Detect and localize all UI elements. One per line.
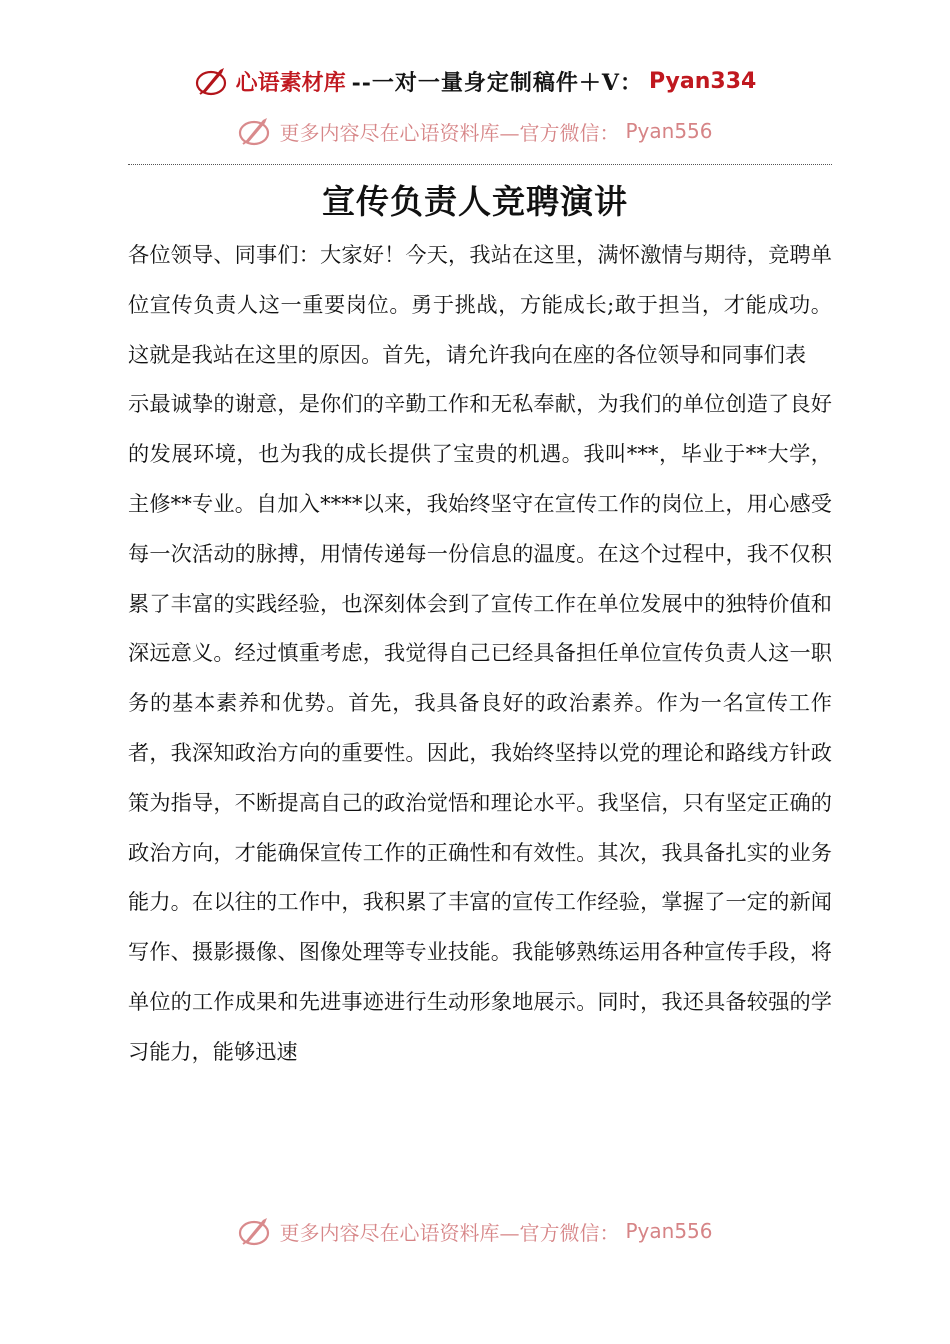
brand-contact: Pyan334 xyxy=(649,68,757,94)
brand-name: 心语素材库 xyxy=(235,69,346,96)
document-title: 宣传负责人竞聘演讲 xyxy=(322,182,628,221)
quill-pen-watermark-icon xyxy=(237,114,273,148)
watermark-contact: Pyan556 xyxy=(625,119,713,143)
paragraph: 各位领导、同事们：大家好！今天，我站在这里，满怀激情与期待，竞聘单位宣传负责人这一重要岗位。勇于挑战，方能成长;敢于担当，才能成功。这就是我站在这里的原因。首先，请允许我向在座的各位领导和同事们表 xyxy=(128,242,832,367)
footer-watermark-line xyxy=(0,1212,950,1250)
header-divider xyxy=(128,164,832,165)
watermark-text: 更多内容尽在心语资料库—官方微信： xyxy=(279,120,620,145)
header-brand-line xyxy=(0,62,950,100)
quill-pen-logo-icon xyxy=(194,64,230,98)
document-body xyxy=(128,230,832,1077)
header-watermark-line xyxy=(0,112,950,150)
watermark-text: 更多内容尽在心语资料库—官方微信： xyxy=(279,1220,620,1245)
quill-pen-watermark-icon xyxy=(237,1214,273,1248)
paragraph: 示最诚挚的谢意，是你们的辛勤工作和无私奉献，为我们的单位创造了良好的发展环境，也为我的成长提供了宝贵的机遇。我叫***，毕业于**大学，主修**专业。自加入****以来，我始终坚守在宣传工作的岗位上，用心感受每一次活动的脉搏，用情传递每一份信息的温度。在这个过程中，我不仅积累了丰富的实践经验，也深刻体会到了宣传工作在单位发展中的独特价值和深远意义。经过慎重考虑，我觉得自己已经具备担任单位宣传负责人这一职务的基本素养和优势。首先，我具备良好的政治素养。作为一名宣传工作者，我深知政治方向的重要性。因此，我始终坚持以党的理论和路线方针政策为指导，不断提高自己的政治觉悟和理论水平。我坚信，只有坚定正确的政治方向，才能确保宣传工作的正确性和有效性。其次，我具备扎实的业务能力。在以往的工作中，我积累了丰富的宣传工作经验，掌握了一定的新闻写作、摄影摄像、图像处理等专业技能。我能够熟练运用各种宣传手段，将单位的工作成果和先进事迹进行生动形象地展示。同时，我还具备较强的学习能力，能够迅速 xyxy=(128,391,832,1064)
watermark-contact: Pyan556 xyxy=(625,1219,713,1243)
brand-tagline: --一对一量身定制稿件＋V： xyxy=(351,69,644,96)
